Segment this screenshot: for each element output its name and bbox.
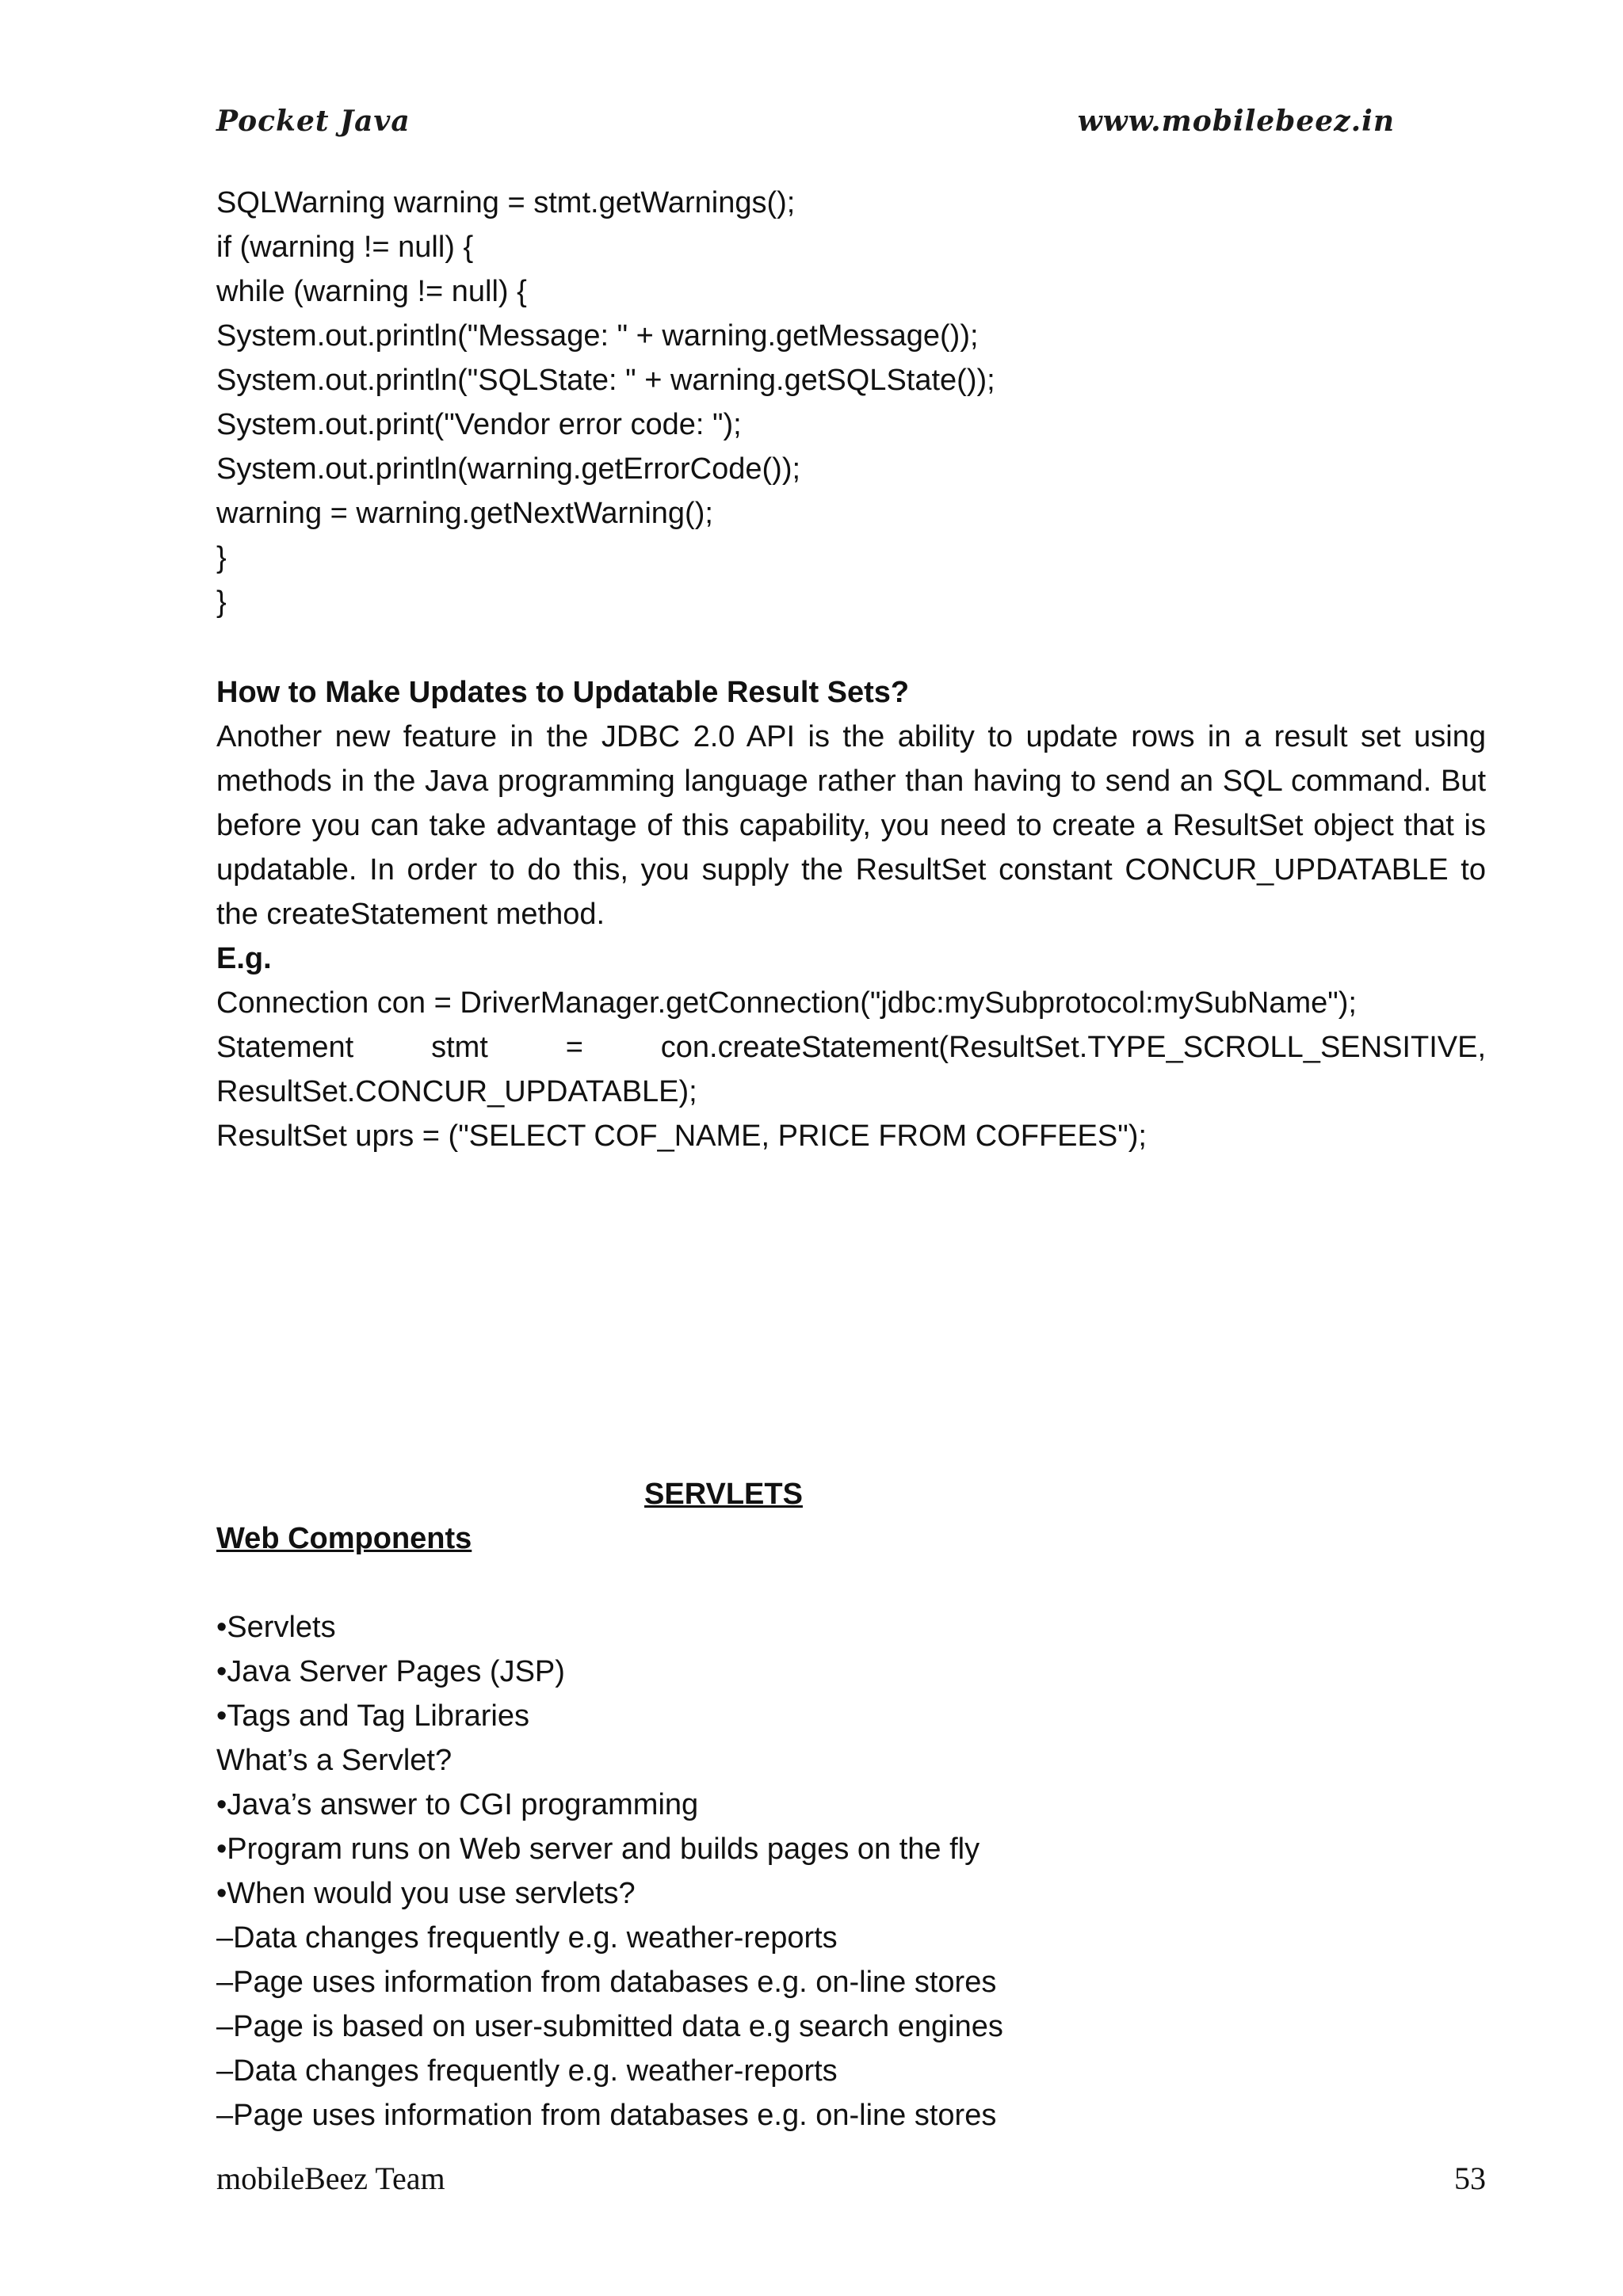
code-line: System.out.println("Message: " + warning.getMessage()); [216, 319, 979, 353]
web-components-heading: Web Components [216, 1522, 472, 1555]
list-item: –Page is based on user-submitted data e.g search engines [216, 2010, 1003, 2043]
list-item: –Data changes frequently e.g. weather-reports [216, 1921, 838, 1955]
list-item: •Program runs on Web server and builds pages on the fly [216, 1833, 980, 1866]
section-paragraph: Another new feature in the JDBC 2.0 API is the ability to update rows in a result set using methods in the Java programming language rather than having to send an SQL command. But before you can take advantage of this capability, you need to create a ResultSet object that is updatable. In order to do this, you supply the ResultSet constant CONCUR_UPDATABLE to the createStatement method. [216, 720, 1486, 931]
code-line: if (warning != null) { [216, 231, 474, 264]
list-item: •Servlets [216, 1611, 336, 1644]
code-line: } [216, 585, 227, 619]
code-line: } [216, 541, 227, 574]
code-line: warning = warning.getNextWarning(); [216, 497, 713, 530]
code-line: ResultSet.CONCUR_UPDATABLE); [216, 1075, 697, 1108]
list-item: –Page uses information from databases e.g. on-line stores [216, 1966, 997, 1999]
servlets-title: SERVLETS [644, 1478, 803, 1511]
code-line: System.out.print("Vendor error code: "); [216, 408, 742, 441]
list-item: –Page uses information from databases e.g. on-line stores [216, 2099, 997, 2132]
code-line: System.out.println(warning.getErrorCode()); [216, 452, 801, 486]
code-line: System.out.println("SQLState: " + warning.getSQLState()); [216, 364, 995, 397]
section-servlets [216, 1472, 1486, 2138]
example-label: E.g. [216, 942, 272, 975]
list-item: –Data changes frequently e.g. weather-reports [216, 2054, 838, 2088]
code-block-warnings [216, 181, 1486, 624]
code-line: ResultSet uprs = ("SELECT COF_NAME, PRICE FROM COFFEES"); [216, 1119, 1147, 1153]
section-heading: How to Make Updates to Updatable Result Sets? [216, 676, 910, 709]
footer-author: mobileBeez Team [216, 2161, 445, 2196]
list-item: •Java’s answer to CGI programming [216, 1788, 699, 1821]
spacer [216, 1561, 1486, 1605]
page-number: 53 [1454, 2161, 1486, 2196]
section-updatable-result-sets [216, 670, 1486, 1158]
header-book-title: Pocket Java [216, 105, 411, 138]
list-item: •When would you use servlets? [216, 1877, 636, 1910]
list-item: What’s a Servlet? [216, 1744, 453, 1777]
list-item: •Tags and Tag Libraries [216, 1699, 529, 1733]
code-line: Statement stmt = con.createStatement(ResultSet.TYPE_SCROLL_SENSITIVE, [216, 1031, 1486, 1064]
code-line: Connection con = DriverManager.getConnection("jdbc:mySubprotocol:mySubName"); [216, 986, 1357, 1020]
code-line: SQLWarning warning = stmt.getWarnings(); [216, 186, 796, 219]
header-website: www.mobilebeez.in [1077, 105, 1395, 138]
code-line: while (warning != null) { [216, 275, 527, 308]
list-item: •Java Server Pages (JSP) [216, 1655, 565, 1688]
